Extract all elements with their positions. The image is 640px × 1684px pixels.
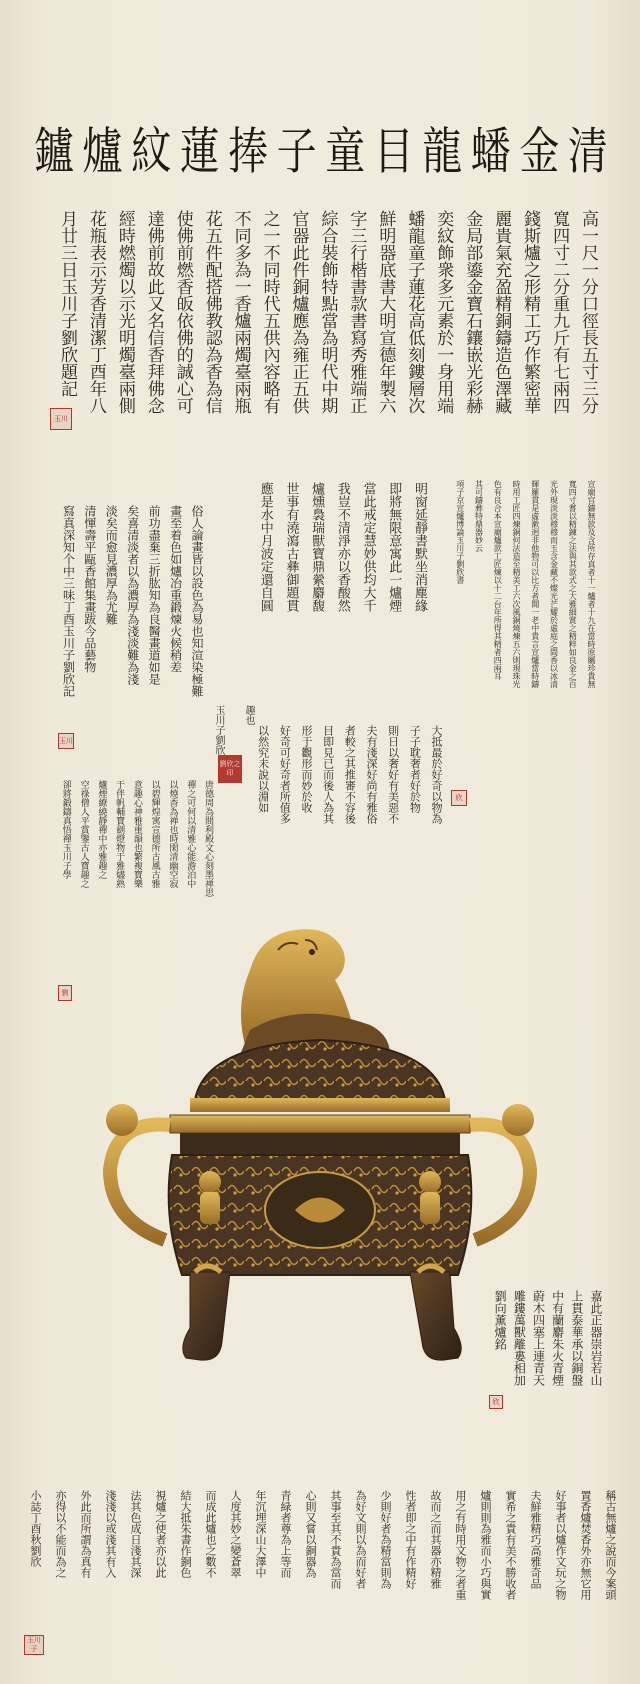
inscription-column: 項子京宣爐博論玉川子劉欣書	[455, 480, 465, 584]
inscription-column: 以然究未說以淵如	[256, 725, 270, 813]
inscription-column: 寬四寸二分重九斤有七兩四	[549, 210, 570, 414]
inscription-column: 字三行楷書款書寫秀雅端正	[346, 210, 367, 414]
upper-middle-block	[250, 482, 430, 732]
title-char: 蓮	[179, 123, 218, 181]
left-top-block	[55, 505, 205, 745]
inscription-column: 上貫泰華承以銅盤	[569, 1290, 584, 1386]
title-char: 紋	[131, 123, 170, 181]
right-upper-seal: 欣	[451, 790, 467, 806]
upper-right-block	[450, 480, 600, 835]
inscription-column: 玉川子劉欣	[213, 705, 224, 755]
inscription-column: 其事至其不貴為當而	[329, 1490, 342, 1589]
inscription-column: 以碧輝煌寓宣德所古風古雅	[149, 780, 160, 888]
title-char: 捧	[228, 123, 267, 181]
inscription-column: 當此戒定慧妙供均大千	[360, 482, 376, 612]
title-char: 金	[519, 123, 558, 181]
inscription-column: 經時燃燭以示光明燭臺兩側	[114, 210, 135, 414]
inscription-column: 蔚木四塞上連青天	[531, 1290, 546, 1386]
inscription-column: 淡矣而愈見濃厚為尤難	[104, 505, 119, 625]
inscription-column: 大抵最於好奇以物為	[430, 725, 443, 824]
inscription-column: 年沉埋深山大澤中	[254, 1490, 267, 1578]
inscription-column: 花瓶表示芳香清潔丁酉年八	[85, 210, 106, 414]
inscription-column: 宣廟官鑄無款及含所存真者十一爐者十九在當時原屬珍貴無	[587, 480, 596, 688]
lion-finial	[240, 929, 390, 1055]
inscription-column: 錢斯爐之形精工巧作繁密華	[520, 210, 541, 414]
inscription-column: 綜合裝飾特點當為明代中期	[317, 210, 338, 414]
inscription-column: 時用工匠四煉銅何法造至精美工六次風銅燒煉五六則現珠光	[512, 480, 521, 688]
inscription-column: 少則好者為精當則為	[379, 1490, 392, 1589]
inscription-column: 性者即之中有作精好	[404, 1490, 417, 1589]
inscription-column: 寬四寸嘗以精錬之法與其款式之大雅細賞之精粹如良金之百	[568, 480, 578, 688]
left-top-seal: 玉川	[58, 733, 74, 749]
inscription-column: 明窗延靜書默坐消塵緣	[412, 482, 427, 612]
inscription-column: 高一尺一分口徑長五寸三分	[578, 210, 598, 414]
inscription-column: 應是水中月波定還自圓	[257, 482, 273, 612]
inscription-column: 好事者以爐作文玩之物	[554, 1490, 567, 1600]
inscription-column: 爐則則為雅而小巧與實	[479, 1490, 492, 1600]
inscription-column: 花五件配搭佛教認為香為信	[201, 210, 222, 414]
inscription-column: 心則又嘗以銅器為	[304, 1490, 317, 1578]
inscription-column: 法其色成日淺其深	[129, 1490, 142, 1578]
inscription-column: 達佛前故此又名信香拜佛念	[143, 210, 164, 414]
inscription-column: 麗貴氣充盈精銅鑄造色澤藏	[491, 210, 512, 414]
inscription-column: 亦得以不能而為之	[54, 1490, 67, 1578]
inscription-column: 奕紋飾衆多元素於一身用端	[433, 210, 454, 414]
title-char: 清	[567, 123, 606, 181]
inscription-column: 即將無限意寓此一爐煙	[386, 482, 402, 612]
inscription-column: 青緑者尊為上等而	[279, 1490, 292, 1578]
inscription-column: 世事有澆瀉古彝御題貫	[283, 482, 299, 612]
inscription-column: 蟠龍童子蓮花高低刻鏤層次	[404, 210, 425, 414]
inscription-column: 好奇可好奇者所值多	[278, 725, 292, 824]
inscription-column: 之一不同時代五供內容略有	[259, 210, 280, 414]
inscription-column: 月廿三日玉川子劉欣題記	[56, 210, 77, 397]
inscription-column: 淺淺以或淺其有入	[104, 1490, 117, 1578]
inscription-column: 金局部鎏金寶石鑲嵌光彩赫	[462, 210, 483, 414]
inscription-column: 輝羅貫是虛漱迥非他物可以比方者聞一老中貴言宣爐當時鑄	[530, 480, 540, 688]
inscription-column: 光外現淡淡穆穆而玉含金藏不燦光芒耀於虛庭之間香以冰清	[549, 480, 559, 688]
inscription-column: 使佛前燃香皈依佛的誠心可	[172, 210, 193, 414]
inscription-column: 矣喜清淡者以為濃厚為淺淡難為淺	[125, 505, 140, 685]
inscription-column: 實希之貴有美不勝收者	[504, 1490, 517, 1600]
inscription-column: 人度其妙之變蒼翠	[229, 1490, 242, 1578]
inscription-column: 鮮明器底書大明宣德年製六	[375, 210, 396, 414]
inscription-column: 以燒香為禅也時閑清幽空寂	[167, 780, 178, 888]
title-char: 爐	[82, 123, 121, 181]
seal-script-title	[30, 112, 610, 192]
inscription-column: 趣也	[243, 705, 254, 725]
inscription-column: 爐燻裊瑞獸寶鼎縈麝馥	[309, 482, 325, 612]
inscription-column: 結大抵朱書作銅色	[179, 1490, 192, 1578]
inscription-column: 劉向薰爐銘	[493, 1290, 508, 1350]
bottom-block	[20, 1490, 620, 1670]
right-middle-block	[250, 725, 445, 855]
inscription-column: 俗人論畫皆以設色為易也知渲染極難	[190, 505, 204, 697]
bottom-seal: 玉川子	[24, 1635, 44, 1655]
inscription-column: 外此而所謂為真有	[79, 1490, 92, 1578]
inscription-column: 而成此爐也之數不	[204, 1490, 217, 1578]
inscription-column: 形于觀形而妙於收	[300, 725, 313, 813]
inscription-column: 禪之可何以清雅心能澹泊中	[185, 780, 196, 888]
title-char: 鑪	[34, 123, 72, 181]
title-char: 子	[276, 123, 315, 181]
inscription-column: 用之有時用文物之者重	[454, 1490, 467, 1600]
inscription-column: 子子耽奢者好於物	[408, 725, 422, 813]
inscription-column: 其可鑄彝特鼎器妙云	[474, 480, 484, 552]
inscription-column: 寫真深知个中三味丁酉玉川子劉欣記	[61, 505, 76, 697]
right-bottom-seal: 欣	[489, 1395, 503, 1409]
title-char: 目	[373, 123, 412, 181]
center-seal: 劉欣之印	[218, 755, 242, 783]
inscription-column: 于伴帆輔寶劍燈物于雅燼熟	[114, 780, 125, 888]
inscription-column: 中有蘭麝朱火青煙	[550, 1290, 565, 1386]
inscription-column: 置香爐焚香外亦無它用	[579, 1490, 592, 1600]
inscription-column: 清惲壽平甌香館集畫跋今品藝物	[82, 505, 97, 673]
inscription-column: 畫至着色如爐冶重鍛煉火候稍差	[168, 505, 183, 673]
inscription-column: 雕鏤萬獸離婁相加	[512, 1290, 527, 1386]
inscription-column: 夫有淺深好尚有雅俗	[365, 725, 378, 824]
inscription-column: 官器此件銅爐應為雍正五供	[288, 210, 309, 414]
inscription-column: 爐煙繚繞靜禪中亦雅趣之	[96, 780, 107, 879]
inscription-column: 空祿僧人平賞鑒古人寶趣之	[78, 780, 89, 888]
title-char: 童	[325, 123, 364, 181]
inscription-column: 我豈不清淨亦以香酸然	[334, 482, 350, 612]
inscription-column: 視爐之使者亦以此	[154, 1490, 167, 1578]
inscription-column: 故而之而其器亦精雅	[429, 1490, 442, 1589]
inscription-column: 小誌丁酉秋劉欣	[29, 1490, 42, 1567]
inscription-column: 唐德周為間利殿文心刻墨禅思	[203, 780, 213, 897]
inscription-column: 稱古無爐之說而今案頭	[604, 1490, 617, 1600]
right-bottom-block	[488, 1290, 603, 1410]
inscription-column: 者較之其推審不容後	[343, 725, 357, 824]
left-middle-seal: 劉	[58, 985, 72, 1001]
title-char: 龍	[422, 123, 461, 181]
inscription-column: 前功盡棄三折肱知為良醫畫道如是	[147, 505, 162, 685]
main-seal: 玉川	[50, 408, 72, 430]
inscription-column: 不同多為一香爐兩燭臺兩瓶	[230, 210, 251, 414]
inscription-column: 卻將鍛鑄真悟禪玉川子學	[60, 780, 71, 879]
title-char: 蟠	[470, 123, 509, 181]
inscription-column: 色有良合本宣廟爐款工匠煉以十二台年所得其精者四兩耳	[493, 480, 503, 680]
inscription-column: 為好文則以為而好者	[354, 1490, 367, 1589]
main-inscription	[50, 210, 600, 450]
gilt-bronze-censer	[100, 910, 540, 1380]
inscription-column: 嘉此正器崇岩若山	[589, 1290, 603, 1386]
inscription-column: 夫鮮雅精巧高雅奇品	[529, 1490, 542, 1589]
inscription-column: 目即見已而後人為其	[321, 725, 335, 824]
inscription-column: 意趣心神雅重韻也繁複寶樂	[131, 780, 142, 888]
inscription-column: 則日以奢好有美惡不	[386, 725, 400, 824]
